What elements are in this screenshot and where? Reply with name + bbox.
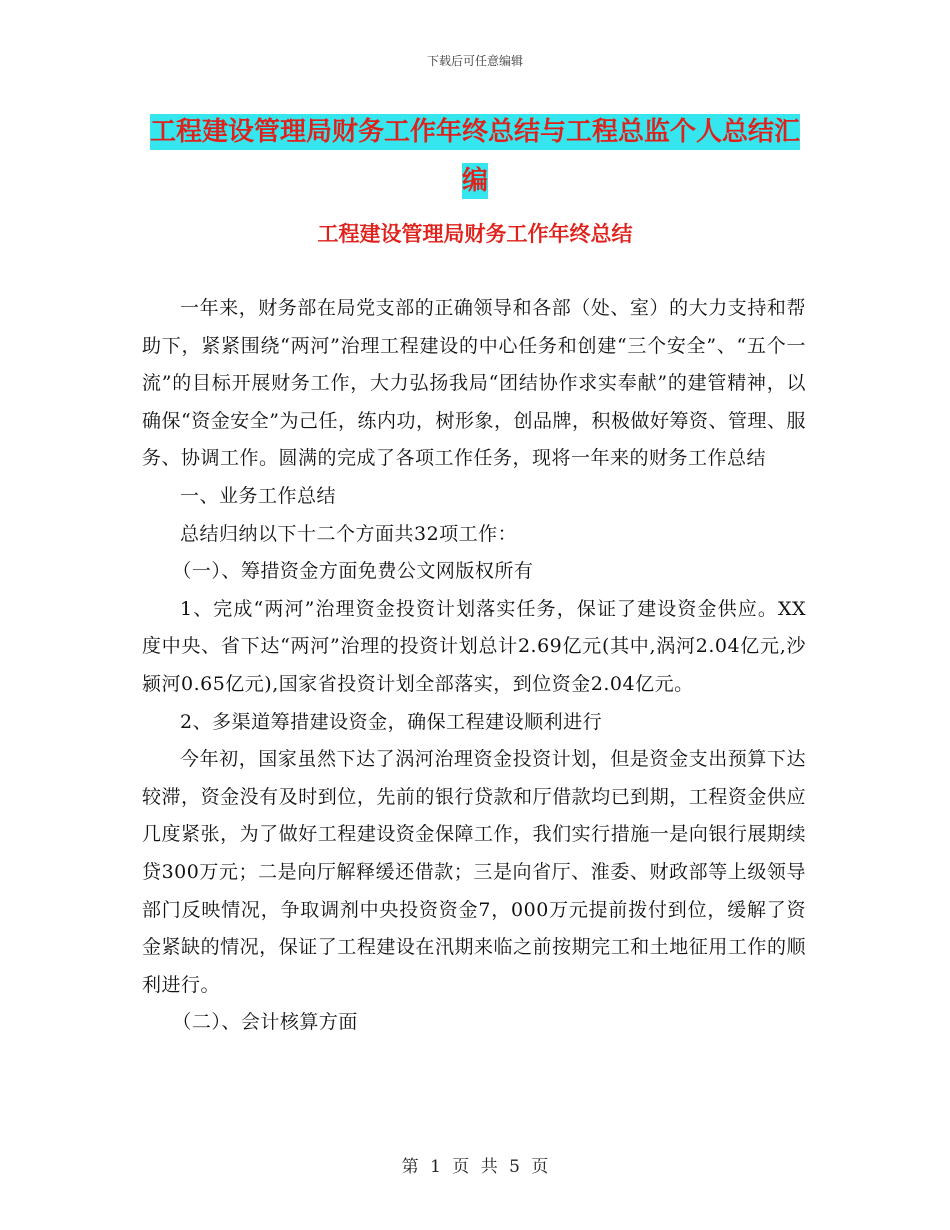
header-note: 下载后可任意编辑: [426, 54, 523, 68]
paragraph-section-heading: 一、业务工作总结: [180, 484, 337, 507]
main-title-text: 工程建设管理局财务工作年终总结与工程总监个人总结汇编: [150, 114, 800, 199]
paragraph-item-2: 2、多渠道筹措建设资金，确保工程建设顺利进行: [180, 710, 603, 733]
sub-title: 工程建设管理局财务工作年终总结: [317, 222, 633, 246]
paragraph-subsection-2: （二）、会计核算方面: [172, 1011, 358, 1034]
body-text: [142, 290, 806, 1042]
main-title: [140, 108, 810, 206]
paragraph-item-1: 1、完成“两河”治理资金投资计划落实任务，保证了建设资金供应。XX度中央、省下达“两河”治理的投资计划总计2.69亿元(其中,涡河2.04亿元,沙颍河0.65亿元),国家省投资计划全部落实，到位资金2.04亿元。: [142, 597, 806, 695]
paragraph-summary: 总结归纳以下十二个方面共32项工作：: [180, 522, 518, 545]
paragraph-intro: 一年来，财务部在局党支部的正确领导和各部（处、室）的大力支持和帮助下，紧紧围绕“两河”治理工程建设的中心任务和创建“三个安全”、“五个一流”的目标开展财务工作，大力弘扬我局“团结协作求实奉献”的建管精神，以确保“资金安全”为己任，练内功，树形象，创品牌，积极做好筹资、管理、服务、协调工作。圆满的完成了各项工作任务，现将一年来的财务工作总结: [142, 297, 806, 470]
paragraph-subsection-1: （一）、筹措资金方面免费公文网版权所有: [172, 560, 534, 583]
paragraph-item-2-detail: 今年初，国家虽然下达了涡河治理资金投资计划，但是资金支出预算下达较滞，资金没有及时到位，先前的银行贷款和厅借款均已到期，工程资金供应几度紧张，为了做好工程建设资金保障工作，我们实行措施一是向银行展期续贷300万元；二是向厅解释缓还借款；三是向省厅、淮委、财政部等上级领导部门反映情况，争取调剂中央投资资金7，000万元提前拨付到位，缓解了资金紧缺的情况，保证了工程建设在汛期来临之前按期完工和土地征用工作的顺利进行。: [142, 748, 806, 996]
page-footer: 第 1 页 共 5 页: [401, 1157, 549, 1177]
